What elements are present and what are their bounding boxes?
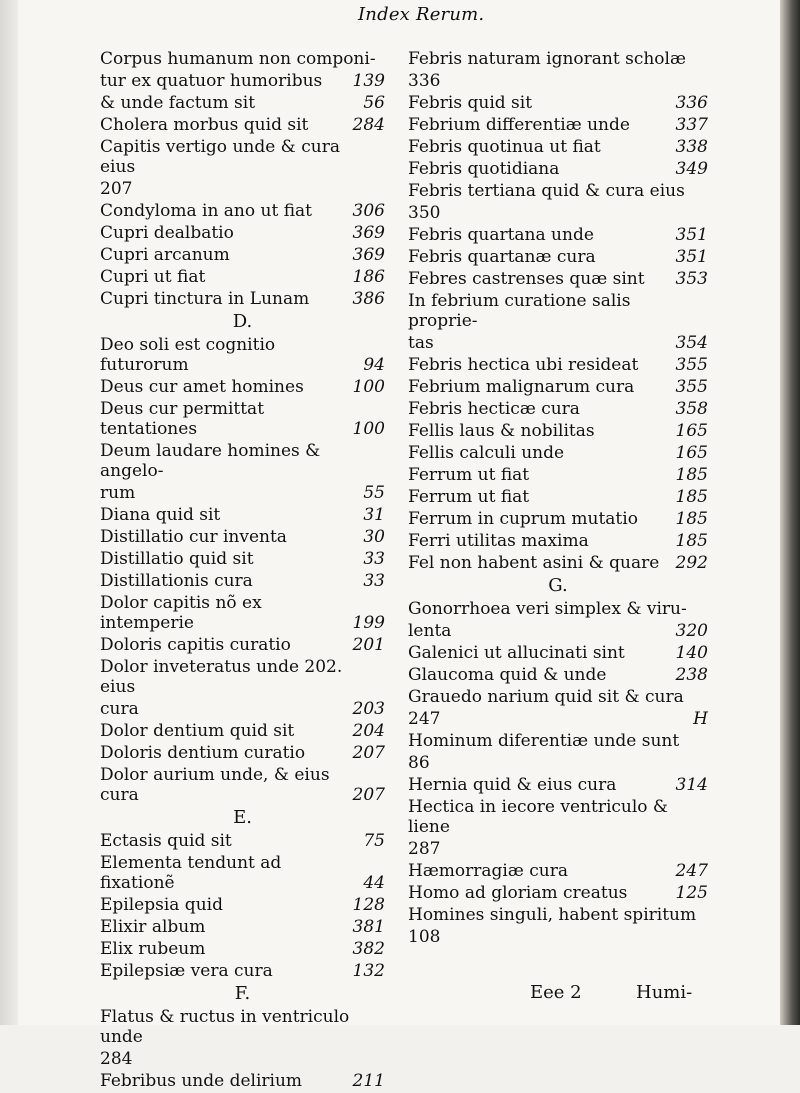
- index-entry: [408, 709, 708, 729]
- index-entry: [100, 635, 385, 655]
- entry-text: Febris hectica ubi resideat: [408, 355, 639, 375]
- entry-text: Deo soli est cognitio futurorum: [100, 335, 276, 375]
- entry-text: cura: [100, 699, 139, 719]
- entry-page-number: 165: [675, 443, 708, 463]
- entry-text: 247: [408, 709, 441, 729]
- index-entry: [100, 201, 385, 221]
- index-entry: [100, 179, 385, 199]
- entry-text: Ectasis quid sit: [100, 831, 232, 851]
- entry-page-number: 33: [363, 549, 385, 569]
- index-entry: [408, 861, 708, 881]
- entry-text: 287: [408, 839, 441, 859]
- entry-page-number: 55: [363, 483, 385, 503]
- entry-text: Homo ad gloriam creatus: [408, 883, 628, 903]
- index-entry: [408, 509, 708, 529]
- entry-text: Ferrum ut fiat: [408, 487, 530, 507]
- entry-text: Doloris dentium curatio: [100, 743, 306, 763]
- entry-text: Distillatio quid sit: [100, 549, 254, 569]
- entry-text: Cupri arcanum: [100, 245, 230, 265]
- index-entry: [100, 49, 385, 69]
- index-entry: [408, 333, 708, 353]
- entry-text: 336: [408, 71, 441, 91]
- entry-text: Hæmorragiæ cura: [408, 861, 568, 881]
- index-entry: [408, 247, 708, 267]
- entry-text: Febribus unde delirium: [100, 1071, 303, 1091]
- entry-text: Ferrum ut fiat: [408, 465, 530, 485]
- index-entry: [408, 883, 708, 903]
- index-entry: [408, 49, 708, 69]
- index-entry: [408, 753, 708, 773]
- entry-text: Febris quartanæ cura: [408, 247, 596, 267]
- entry-text: Febris quotidiana: [408, 159, 560, 179]
- entry-text: Epilepsiæ vera cura: [100, 961, 273, 981]
- index-entry: [100, 831, 385, 851]
- index-entry: [408, 291, 708, 331]
- index-entry: [408, 775, 708, 795]
- index-entry: [408, 927, 708, 947]
- index-entry: [100, 853, 385, 893]
- entry-text: 207: [100, 179, 133, 199]
- index-entry: [408, 71, 708, 91]
- entry-text: Dolor dentium quid sit: [100, 721, 295, 741]
- index-entry: [100, 1007, 385, 1047]
- index-entry: [408, 399, 708, 419]
- index-entry: [408, 377, 708, 397]
- entry-text: Cupri tinctura in Lunam: [100, 289, 310, 309]
- section-letter: D.: [232, 311, 253, 332]
- index-entry: [408, 905, 708, 925]
- entry-page-number: 207: [352, 785, 385, 805]
- entry-page-number: 320: [675, 621, 708, 641]
- index-entry: [408, 443, 708, 463]
- index-entry: [408, 687, 708, 707]
- entry-text: Cupri ut fiat: [100, 267, 206, 287]
- entry-text: Febres castrenses quæ sint: [408, 269, 645, 289]
- entry-page-number: 33: [363, 571, 385, 591]
- entry-page-number: 201: [352, 635, 385, 655]
- index-entry: [100, 1049, 385, 1069]
- entry-text: Grauedo narium quid sit & cura: [408, 687, 684, 707]
- index-entry: [408, 355, 708, 375]
- entry-text: Cholera morbus quid sit: [100, 115, 309, 135]
- entry-page-number: 132: [352, 961, 385, 981]
- entry-text: Ferrum in cuprum mutatio: [408, 509, 638, 529]
- entry-text: Febrium differentiæ unde: [408, 115, 630, 135]
- section-letter: F.: [234, 983, 251, 1004]
- entry-text: Epilepsia quid: [100, 895, 223, 915]
- entry-page-number: 386: [352, 289, 385, 309]
- entry-page-number: 30: [363, 527, 385, 547]
- entry-page-number: 355: [675, 377, 708, 397]
- entry-page-number: 369: [352, 245, 385, 265]
- index-entry: [408, 731, 708, 751]
- entry-page-number: 358: [675, 399, 708, 419]
- entry-text: lenta: [408, 621, 452, 641]
- entry-text: Hernia quid & eius cura: [408, 775, 617, 795]
- index-entry: [408, 181, 708, 201]
- entry-page-number: 292: [675, 553, 708, 573]
- entry-text: Dolor inveteratus unde 202. eius: [100, 657, 343, 697]
- entry-page-number: 139: [352, 71, 385, 91]
- entry-text: Deus cur amet homines: [100, 377, 304, 397]
- entry-text: Doloris capitis curatio: [100, 635, 291, 655]
- entry-page-number: 128: [352, 895, 385, 915]
- index-entry: [408, 269, 708, 289]
- entry-text: Glaucoma quid & unde: [408, 665, 607, 685]
- entry-text: Flatus & ructus in ventriculo unde: [100, 1007, 350, 1047]
- entry-text: Elementa tendunt ad fixationẽ: [100, 853, 282, 893]
- index-entry: [100, 137, 385, 177]
- entry-text: Fellis laus & nobilitas: [408, 421, 595, 441]
- entry-page-number: 284: [352, 115, 385, 135]
- entry-page-number: 75: [363, 831, 385, 851]
- entry-text: Febris hecticæ cura: [408, 399, 580, 419]
- index-entry: [100, 593, 385, 633]
- entry-page-number: 349: [675, 159, 708, 179]
- index-entry: [100, 743, 385, 763]
- entry-text: Hectica in iecore ventriculo & liene: [408, 797, 669, 837]
- entry-page-number: 199: [352, 613, 385, 633]
- entry-text: 86: [408, 753, 430, 773]
- index-entry: [100, 377, 385, 397]
- entry-page-number: 211: [352, 1071, 385, 1091]
- entry-page-number: 382: [352, 939, 385, 959]
- entry-page-number: 337: [675, 115, 708, 135]
- index-entry: [100, 527, 385, 547]
- entry-page-number: 140: [675, 643, 708, 663]
- entry-text: In febrium curatione salis proprie-: [408, 291, 631, 331]
- index-entry: [100, 245, 385, 265]
- entry-page-number: 185: [675, 465, 708, 485]
- entry-page-number: 314: [675, 775, 708, 795]
- signature-mark: Eee 2: [530, 982, 582, 1003]
- entry-text: 350: [408, 203, 441, 223]
- entry-page-number: 207: [352, 743, 385, 763]
- entry-text: Hominum diferentiæ unde sunt: [408, 731, 680, 751]
- index-entry: [408, 665, 708, 685]
- entry-text: Capitis vertigo unde & cura eius: [100, 137, 340, 177]
- index-entry: [408, 839, 708, 859]
- entry-page-number: 165: [675, 421, 708, 441]
- entry-page-number: 355: [675, 355, 708, 375]
- entry-text: Febris naturam ignorant scholæ: [408, 49, 686, 69]
- entry-text: tas: [408, 333, 434, 353]
- index-entry: [408, 421, 708, 441]
- section-letter: E.: [233, 807, 252, 828]
- entry-page-number: 186: [352, 267, 385, 287]
- index-entry: [408, 225, 708, 245]
- entry-page-number: 125: [675, 883, 708, 903]
- index-entry: [100, 699, 385, 719]
- entry-text: 108: [408, 927, 441, 947]
- index-entry: [408, 531, 708, 551]
- entry-page-number: 369: [352, 223, 385, 243]
- entry-text: Elixir album: [100, 917, 206, 937]
- index-entry: [408, 621, 708, 641]
- entry-page-number: 100: [352, 419, 385, 439]
- index-entry: [100, 399, 385, 439]
- index-entry: [100, 71, 385, 91]
- entry-page-number: 306: [352, 201, 385, 221]
- index-entry: [100, 93, 385, 113]
- entry-text: rum: [100, 483, 136, 503]
- right-index-column: [408, 49, 708, 949]
- index-entry: [100, 657, 385, 697]
- index-entry: [408, 465, 708, 485]
- index-entry: [100, 267, 385, 287]
- entry-text: Galenici ut allucinati sint: [408, 643, 625, 663]
- index-entry: [408, 115, 708, 135]
- entry-page-number: 238: [675, 665, 708, 685]
- index-entry: [100, 961, 385, 981]
- entry-text: & unde factum sit: [100, 93, 256, 113]
- section-letter: G.: [548, 575, 568, 596]
- catchword: Humi-: [636, 982, 693, 1003]
- index-entry: [100, 917, 385, 937]
- index-entry: [408, 553, 708, 573]
- entry-page-number: 185: [675, 487, 708, 507]
- running-head: Index Rerum.: [358, 4, 485, 25]
- entry-page-number: 31: [363, 505, 385, 525]
- entry-text: Distillatio cur inventa: [100, 527, 287, 547]
- entry-page-number: H: [693, 709, 708, 729]
- entry-page-number: 185: [675, 531, 708, 551]
- book-page: [18, 0, 780, 1091]
- entry-text: Gonorrhoea veri simplex & viru-: [408, 599, 687, 619]
- entry-page-number: 203: [352, 699, 385, 719]
- index-entry: [100, 335, 385, 375]
- entry-page-number: 185: [675, 509, 708, 529]
- entry-text: Homines singuli, habent spiritum: [408, 905, 697, 925]
- entry-text: Febrium malignarum cura: [408, 377, 635, 397]
- entry-page-number: 353: [675, 269, 708, 289]
- entry-text: Deus cur permittat tentationes: [100, 399, 265, 439]
- index-entry: [100, 289, 385, 309]
- entry-page-number: 336: [675, 93, 708, 113]
- entry-text: Fel non habent asini & quare: [408, 553, 660, 573]
- entry-text: Dolor aurium unde, & eius cura: [100, 765, 330, 805]
- index-entry: [100, 549, 385, 569]
- entry-page-number: 94: [363, 355, 385, 375]
- index-entry: [100, 505, 385, 525]
- index-entry: [408, 487, 708, 507]
- entry-text: Febris quid sit: [408, 93, 533, 113]
- index-entry: [100, 223, 385, 243]
- entry-page-number: 351: [675, 247, 708, 267]
- entry-text: Fellis calculi unde: [408, 443, 565, 463]
- index-entry: [100, 571, 385, 591]
- index-entry: [100, 721, 385, 741]
- index-entry: [100, 115, 385, 135]
- entry-page-number: 44: [363, 873, 385, 893]
- index-entry: [100, 441, 385, 481]
- entry-text: 284: [100, 1049, 133, 1069]
- entry-text: Febris tertiana quid & cura eius: [408, 181, 685, 201]
- entry-page-number: 204: [352, 721, 385, 741]
- entry-text: Elix rubeum: [100, 939, 206, 959]
- entry-page-number: 100: [352, 377, 385, 397]
- entry-text: Condyloma in ano ut fiat: [100, 201, 313, 221]
- entry-text: tur ex quatuor humoribus: [100, 71, 323, 91]
- entry-page-number: 56: [363, 93, 385, 113]
- index-entry: [408, 159, 708, 179]
- index-entry: [408, 93, 708, 113]
- index-entry: [100, 765, 385, 805]
- index-entry: [408, 643, 708, 663]
- entry-page-number: 338: [675, 137, 708, 157]
- index-entry: [100, 895, 385, 915]
- entry-text: Febris quotinua ut fiat: [408, 137, 601, 157]
- left-index-column: [100, 49, 385, 1093]
- entry-page-number: 381: [352, 917, 385, 937]
- index-entry: [100, 1071, 385, 1091]
- index-entry: [408, 137, 708, 157]
- index-entry: [408, 797, 708, 837]
- entry-text: Corpus humanum non componi-: [100, 49, 376, 69]
- entry-text: Febris quartana unde: [408, 225, 594, 245]
- index-entry: [100, 939, 385, 959]
- entry-text: Dolor capitis nõ ex intemperie: [100, 593, 262, 633]
- entry-text: Diana quid sit: [100, 505, 221, 525]
- index-entry: [408, 203, 708, 223]
- index-entry: [100, 483, 385, 503]
- entry-page-number: 247: [675, 861, 708, 881]
- entry-text: Ferri utilitas maxima: [408, 531, 589, 551]
- entry-page-number: 351: [675, 225, 708, 245]
- entry-text: Deum laudare homines & angelo-: [100, 441, 321, 481]
- index-entry: [408, 599, 708, 619]
- entry-page-number: 354: [675, 333, 708, 353]
- entry-text: Distillationis cura: [100, 571, 253, 591]
- entry-text: Cupri dealbatio: [100, 223, 234, 243]
